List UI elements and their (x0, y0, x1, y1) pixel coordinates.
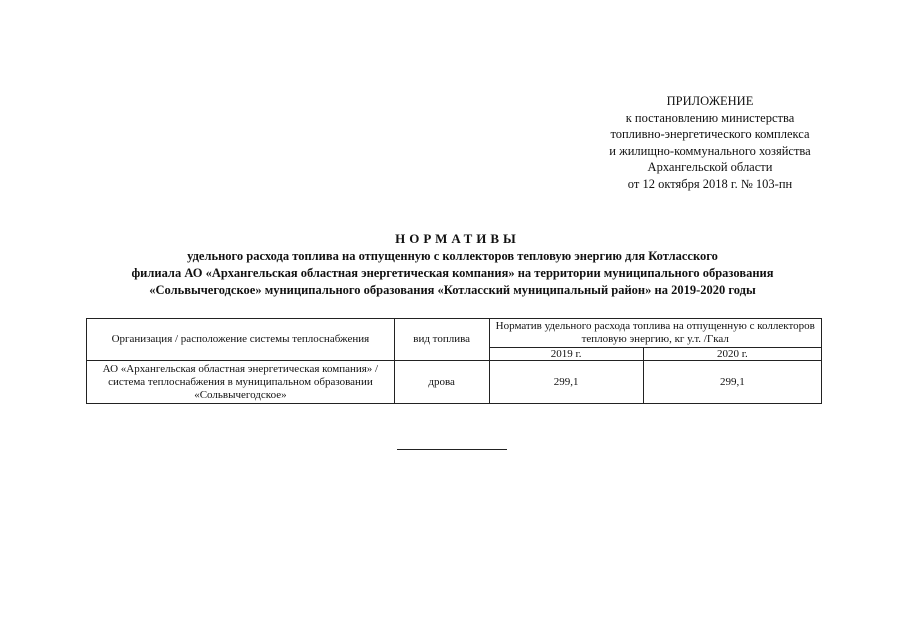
title-line: удельного расхода топлива на отпущенную с коллекторов тепловую энергию для Котласского (187, 249, 718, 263)
cell-value-2019: 299,1 (489, 361, 643, 404)
table-header-row (87, 319, 822, 348)
norms-table (86, 318, 822, 404)
title-main: НОРМАТИВЫ (395, 231, 520, 246)
appendix-line: топливно-энергетического комплекса (610, 127, 810, 141)
header-year-2020: 2020 г. (643, 348, 821, 361)
appendix-line: Архангельской области (647, 160, 773, 174)
title-line: филиала АО «Архангельская областная энергетическая компания» на территории муниципального образования (131, 266, 774, 280)
appendix-line: к постановлению министерства (625, 110, 795, 125)
title-line: «Сольвычегодское» муниципального образования «Котласский муниципальный район» на 2019-2020 годы (149, 283, 756, 297)
document-title (40, 230, 865, 299)
header-year-2019: 2019 г. (489, 348, 643, 361)
appendix-header (560, 93, 860, 192)
cell-value-2020: 299,1 (643, 361, 821, 404)
header-fuel: вид топлива (394, 319, 489, 361)
appendix-title: ПРИЛОЖЕНИЕ (666, 94, 754, 108)
cell-fuel: дрова (394, 361, 489, 404)
cell-organization: АО «Архангельская областная энергетическая компания» / система теплоснабжения в муниципальном образовании «Сольвычегодское» (87, 361, 395, 404)
appendix-date: от 12 октября 2018 г. № 103-пн (627, 176, 793, 191)
header-norm: Норматив удельного расхода топлива на отпущенную с коллекторов тепловую энергию, кг у.т. /Гкал (489, 319, 822, 348)
closing-divider (397, 449, 507, 450)
header-organization: Организация / расположение системы теплоснабжения (87, 319, 395, 361)
table-row (87, 361, 822, 404)
appendix-line: и жилищно-коммунального хозяйства (609, 143, 811, 158)
